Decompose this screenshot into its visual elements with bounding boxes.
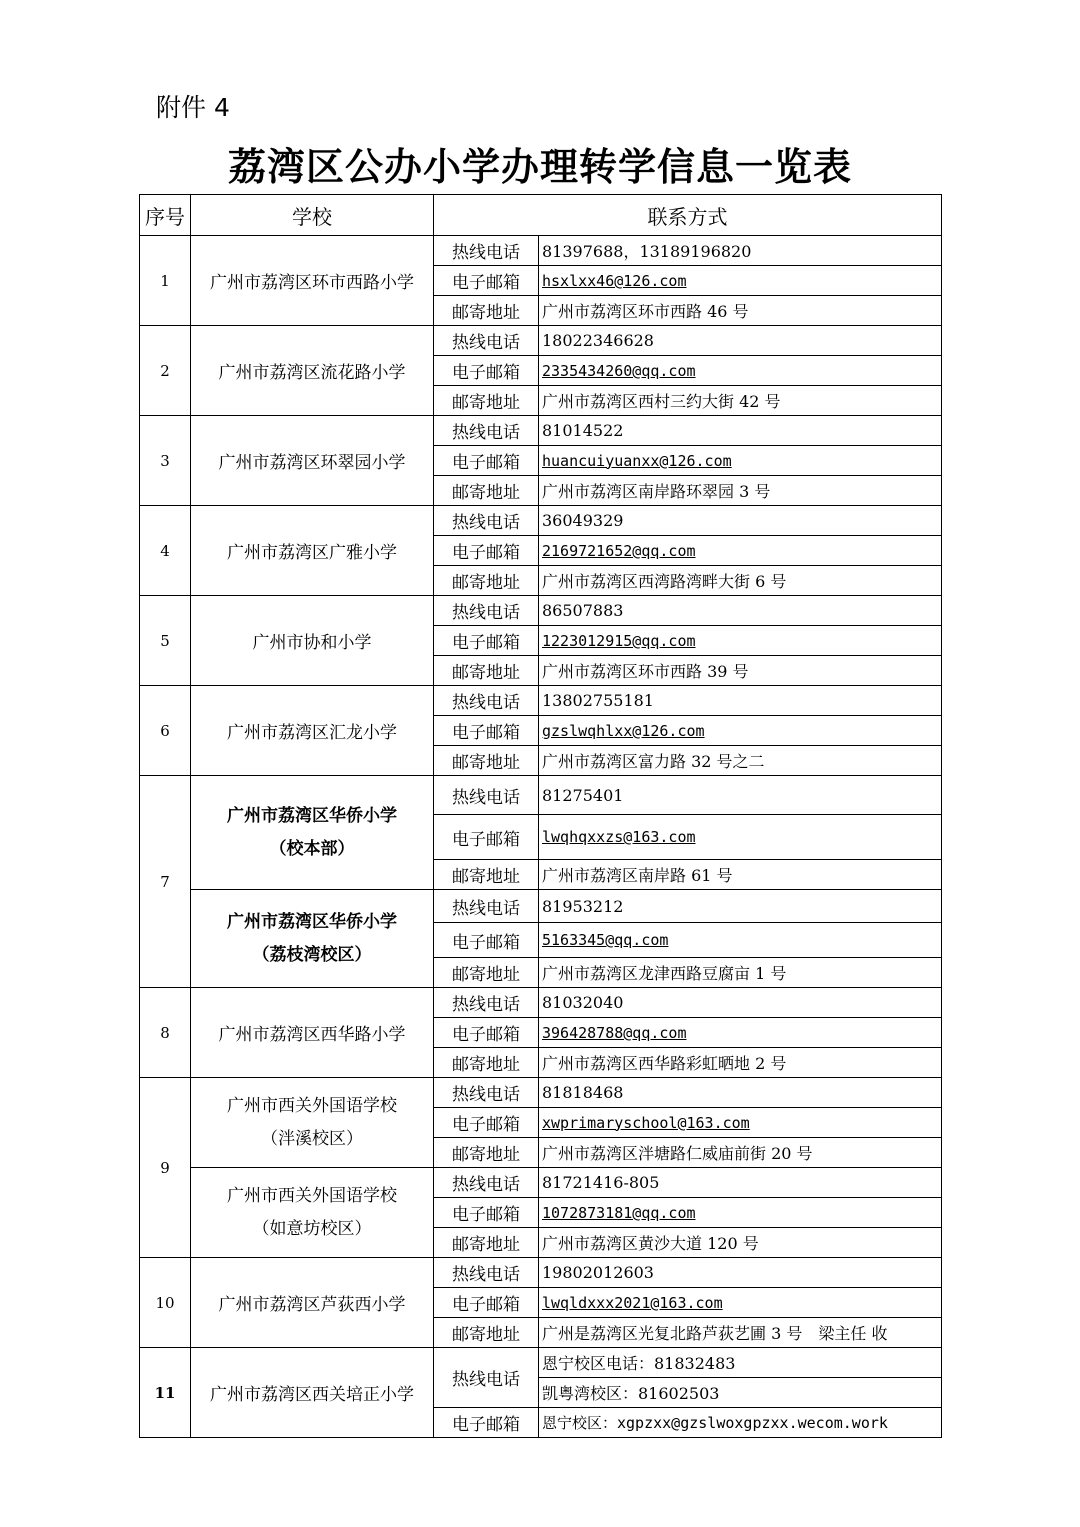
school-name-line1: 广州市荔湾区华侨小学 — [227, 911, 397, 932]
school-name — [191, 890, 434, 988]
email-label: 电子邮箱 — [434, 1108, 539, 1138]
table-row — [140, 686, 942, 716]
row-number: 9 — [140, 1078, 191, 1258]
transfer-info-table — [139, 194, 942, 1438]
row-number: 10 — [140, 1258, 191, 1348]
address-label: 邮寄地址 — [434, 296, 539, 326]
phone-label: 热线电话 — [434, 1258, 539, 1288]
school-name-line1: 广州市西关外国语学校 — [227, 1095, 397, 1116]
email-label: 电子邮箱 — [434, 1018, 539, 1048]
address-label: 邮寄地址 — [434, 958, 539, 988]
phone-value: 81953212 — [539, 890, 942, 923]
phone-value: 18022346628 — [539, 326, 942, 356]
phone-value: 36049329 — [539, 506, 942, 536]
header-contact: 联系方式 — [434, 195, 942, 236]
address-label: 邮寄地址 — [434, 1048, 539, 1078]
row-number: 3 — [140, 416, 191, 506]
school-name-line2: （泮溪校区） — [261, 1128, 363, 1149]
school-name-line2: （荔枝湾校区） — [252, 944, 372, 965]
phone-value: 86507883 — [539, 596, 942, 626]
address-label: 邮寄地址 — [434, 1228, 539, 1258]
email-label: 电子邮箱 — [434, 923, 539, 958]
address-label: 邮寄地址 — [434, 476, 539, 506]
phone-value: 81032040 — [539, 988, 942, 1018]
header-school: 学校 — [191, 195, 434, 236]
table-row — [140, 506, 942, 536]
phone-value: 19802012603 — [539, 1258, 942, 1288]
row-number: 2 — [140, 326, 191, 416]
phone-label: 热线电话 — [434, 1168, 539, 1198]
address-value: 广州市荔湾区环市西路 46 号 — [539, 296, 942, 326]
email-label: 电子邮箱 — [434, 1408, 539, 1438]
school-name-line2: （校本部） — [269, 838, 355, 859]
row-number: 6 — [140, 686, 191, 776]
table-row — [140, 596, 942, 626]
address-value: 广州市荔湾区南岸路环翠园 3 号 — [539, 476, 942, 506]
address-value: 广州是荔湾区光复北路芦荻艺圃 3 号 梁主任 收 — [539, 1318, 942, 1348]
address-value: 广州市荔湾区龙津西路豆腐亩 1 号 — [539, 958, 942, 988]
phone-value: 恩宁校区电话：81832483 — [539, 1348, 942, 1378]
row-number: 1 — [140, 236, 191, 326]
page-title: 荔湾区公办小学办理转学信息一览表 — [227, 145, 852, 189]
phone-label: 热线电话 — [434, 596, 539, 626]
address-value: 广州市荔湾区西湾路湾畔大街 6 号 — [539, 566, 942, 596]
email-link[interactable]: 2169721652@qq.com — [539, 536, 942, 566]
school-name — [191, 1078, 434, 1168]
email-link[interactable]: lwqhqxxzs@163.com — [539, 815, 942, 860]
phone-value: 81275401 — [539, 776, 942, 815]
school-name: 广州市荔湾区西华路小学 — [191, 988, 434, 1078]
table-row — [140, 326, 942, 356]
email-link[interactable]: gzslwqhlxx@126.com — [539, 716, 942, 746]
email-link[interactable]: huancuiyuanxx@126.com — [539, 446, 942, 476]
phone-label: 热线电话 — [434, 1078, 539, 1108]
phone-value: 81721416-805 — [539, 1168, 942, 1198]
email-label: 电子邮箱 — [434, 356, 539, 386]
school-name: 广州市荔湾区环翠园小学 — [191, 416, 434, 506]
table-row — [140, 1348, 942, 1378]
school-name: 广州市荔湾区流花路小学 — [191, 326, 434, 416]
table-row — [140, 776, 942, 815]
school-name-line2: （如意坊校区） — [252, 1218, 372, 1239]
school-name: 广州市荔湾区环市西路小学 — [191, 236, 434, 326]
school-name — [191, 1168, 434, 1258]
email-link[interactable]: 396428788@qq.com — [539, 1018, 942, 1048]
address-label: 邮寄地址 — [434, 1318, 539, 1348]
email-link[interactable]: 1223012915@qq.com — [539, 626, 942, 656]
table-row — [140, 416, 942, 446]
address-value: 广州市荔湾区黄沙大道 120 号 — [539, 1228, 942, 1258]
row-number: 4 — [140, 506, 191, 596]
address-value: 广州市荔湾区富力路 32 号之二 — [539, 746, 942, 776]
school-name: 广州市协和小学 — [191, 596, 434, 686]
phone-value: 凯粤湾校区：81602503 — [539, 1378, 942, 1408]
phone-value: 81014522 — [539, 416, 942, 446]
email-link[interactable]: xwprimaryschool@163.com — [539, 1108, 942, 1138]
attachment-label: 附件 4 — [156, 93, 230, 122]
phone-label: 热线电话 — [434, 326, 539, 356]
address-value: 广州市荔湾区南岸路 61 号 — [539, 860, 942, 890]
row-number: 11 — [140, 1348, 191, 1438]
email-link[interactable]: 1072873181@qq.com — [539, 1198, 942, 1228]
email-link[interactable]: lwqldxxx2021@163.com — [539, 1288, 942, 1318]
email-link[interactable]: 2335434260@qq.com — [539, 356, 942, 386]
address-value: 广州市荔湾区环市西路 39 号 — [539, 656, 942, 686]
row-number: 7 — [140, 776, 191, 988]
school-name-line1: 广州市荔湾区华侨小学 — [227, 805, 397, 826]
header-no: 序号 — [140, 195, 191, 236]
address-label: 邮寄地址 — [434, 746, 539, 776]
email-link[interactable]: hsxlxx46@126.com — [539, 266, 942, 296]
phone-value: 13802755181 — [539, 686, 942, 716]
phone-label: 热线电话 — [434, 890, 539, 923]
school-name — [191, 776, 434, 890]
email-link[interactable]: 5163345@qq.com — [539, 923, 942, 958]
address-label: 邮寄地址 — [434, 386, 539, 416]
email-label: 电子邮箱 — [434, 1198, 539, 1228]
address-label: 邮寄地址 — [434, 1138, 539, 1168]
school-name: 广州市荔湾区汇龙小学 — [191, 686, 434, 776]
phone-label: 热线电话 — [434, 1348, 539, 1408]
table-row — [140, 988, 942, 1018]
table-row — [140, 1258, 942, 1288]
phone-label: 热线电话 — [434, 416, 539, 446]
school-name: 广州市荔湾区芦荻西小学 — [191, 1258, 434, 1348]
email-label: 电子邮箱 — [434, 446, 539, 476]
table-row — [140, 236, 942, 266]
phone-label: 热线电话 — [434, 988, 539, 1018]
row-number: 8 — [140, 988, 191, 1078]
phone-label: 热线电话 — [434, 506, 539, 536]
phone-label: 热线电话 — [434, 236, 539, 266]
email-label: 电子邮箱 — [434, 536, 539, 566]
school-name: 广州市荔湾区广雅小学 — [191, 506, 434, 596]
address-label: 邮寄地址 — [434, 860, 539, 890]
phone-label: 热线电话 — [434, 686, 539, 716]
table-row — [140, 1078, 942, 1108]
school-name-line1: 广州市西关外国语学校 — [227, 1185, 397, 1206]
email-label: 电子邮箱 — [434, 716, 539, 746]
email-label: 电子邮箱 — [434, 266, 539, 296]
address-label: 邮寄地址 — [434, 566, 539, 596]
address-value: 广州市荔湾区泮塘路仁威庙前街 20 号 — [539, 1138, 942, 1168]
row-number: 5 — [140, 596, 191, 686]
school-name: 广州市荔湾区西关培正小学 — [191, 1348, 434, 1438]
email-value[interactable]: 恩宁校区：xgpzxx@gzslwoxgpzxx.wecom.work — [539, 1408, 942, 1438]
phone-value: 81397688，13189196820 — [539, 236, 942, 266]
email-label: 电子邮箱 — [434, 1288, 539, 1318]
phone-label: 热线电话 — [434, 776, 539, 815]
address-value: 广州市荔湾区西华路彩虹晒地 2 号 — [539, 1048, 942, 1078]
address-label: 邮寄地址 — [434, 656, 539, 686]
phone-value: 81818468 — [539, 1078, 942, 1108]
email-label: 电子邮箱 — [434, 815, 539, 860]
address-value: 广州市荔湾区西村三约大街 42 号 — [539, 386, 942, 416]
email-label: 电子邮箱 — [434, 626, 539, 656]
